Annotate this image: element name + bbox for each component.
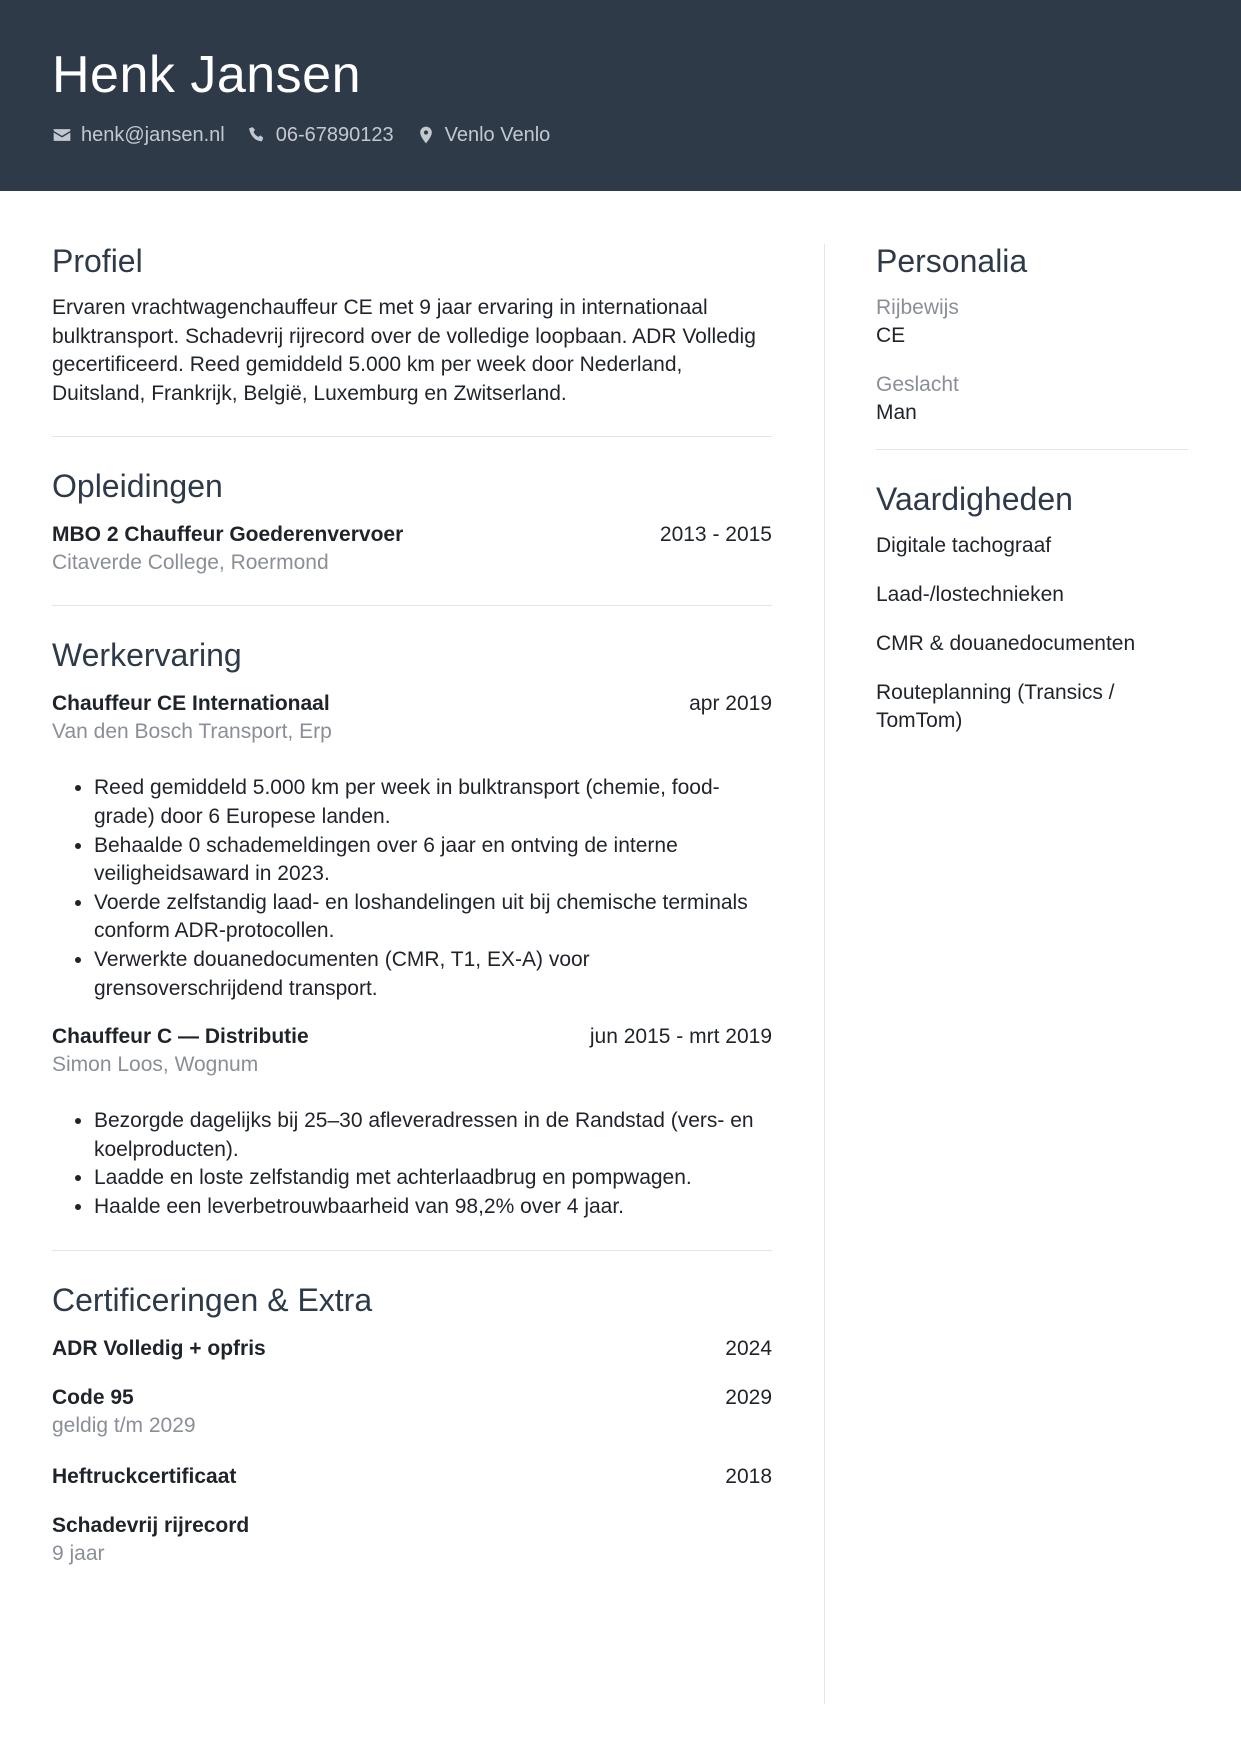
contact-location xyxy=(416,122,551,148)
personal-label: Rijbewijs xyxy=(876,296,959,319)
education-heading: Opleidingen xyxy=(52,468,223,505)
personal-section xyxy=(876,240,1188,450)
certification-title: Schadevrij rijrecord xyxy=(52,1513,250,1537)
job-dates: apr 2019 xyxy=(689,692,772,716)
certification-date: 2024 xyxy=(725,1336,772,1360)
certifications-heading: Certificeringen & Extra xyxy=(52,1281,373,1318)
job-title: Chauffeur C — Distributie xyxy=(52,1025,309,1049)
header xyxy=(0,0,1241,191)
personal-heading: Personalia xyxy=(876,243,1028,279)
certification-note: 9 jaar xyxy=(52,1541,105,1565)
certification-note: geldig t/m 2029 xyxy=(52,1413,196,1437)
education-title: MBO 2 Chauffeur Goederenvervoer xyxy=(52,523,404,547)
phone-icon xyxy=(247,125,267,145)
certification-title: Code 95 xyxy=(52,1385,134,1409)
list-item: • Voerde zelfstandig laad- en loshandelingen uit bij chemische terminals conform ADR-protocollen. xyxy=(94,889,772,946)
certifications-section xyxy=(52,1251,772,1568)
education-entry xyxy=(52,521,772,577)
skill-item: Digitale tachograaf xyxy=(876,534,1052,557)
contact-phone[interactable] xyxy=(247,122,394,148)
experience-section xyxy=(52,606,772,1250)
profile-heading: Profiel xyxy=(52,243,143,279)
main-column xyxy=(52,240,772,1568)
list-item: • Laadde en loste zelfstandig met achterlaadbrug en pompwagen. xyxy=(94,1164,772,1193)
education-dates: 2013 - 2015 xyxy=(659,523,772,547)
job-title: Chauffeur CE Internationaal xyxy=(52,692,330,716)
certification-date: 2018 xyxy=(725,1464,772,1488)
list-item: • Bezorgde dagelijks bij 25–30 afleveradressen in de Randstad (vers- en koelproducten). xyxy=(94,1107,772,1164)
education-school: Citaverde College, Roermond xyxy=(52,551,329,575)
job-bullets xyxy=(52,774,772,1003)
profile-text: Ervaren vrachtwagenchauffeur CE met 9 jaar ervaring in internationaal bulktransport. Schadevrij rijrecord over de volledige loopbaan. ADR Volledig gecertificeerd. Reed gemiddeld 5.000 km per week door Nederland, Duitsland, Frankrijk, België, Luxemburg en Zwitserland. xyxy=(52,296,756,405)
education-section xyxy=(52,437,772,606)
job-bullets xyxy=(52,1107,772,1221)
skills-section xyxy=(876,450,1188,735)
phone-text: 06-67890123 xyxy=(275,124,394,146)
certification-title: ADR Volledig + opfris xyxy=(52,1336,266,1360)
certification-entry xyxy=(52,1463,772,1491)
envelope-icon xyxy=(52,125,72,145)
list-item: • Haalde een leverbetrouwbaarheid van 98,2% over 4 jaar. xyxy=(94,1193,772,1222)
personal-label: Geslacht xyxy=(876,373,959,396)
experience-heading: Werkervaring xyxy=(52,637,242,674)
certification-title: Heftruckcertificaat xyxy=(52,1464,237,1488)
certification-date: 2029 xyxy=(725,1385,772,1409)
job-dates: jun 2015 - mrt 2019 xyxy=(589,1025,772,1049)
certification-entry xyxy=(52,1335,772,1363)
location-text: Venlo Venlo xyxy=(444,124,551,146)
job-company: Van den Bosch Transport, Erp xyxy=(52,720,332,744)
job-company: Simon Loos, Wognum xyxy=(52,1053,259,1077)
certification-entry xyxy=(52,1384,772,1440)
skill-item: CMR & douanedocumenten xyxy=(876,632,1136,655)
candidate-name: Henk Jansen xyxy=(52,46,362,104)
personal-value: Man xyxy=(876,401,917,424)
skill-item: Laad-/lostechnieken xyxy=(876,583,1064,606)
sidebar-column xyxy=(876,240,1188,735)
contact-bar xyxy=(52,122,572,148)
skills-heading: Vaardigheden xyxy=(876,481,1073,517)
experience-entry xyxy=(52,690,772,1003)
contact-email[interactable] xyxy=(52,122,225,148)
skill-item: Routeplanning (Transics / TomTom) xyxy=(876,681,1115,732)
list-item: • Verwerkte douanedocumenten (CMR, T1, EX-A) voor grensoverschrijdend transport. xyxy=(94,946,772,1003)
map-pin-icon xyxy=(416,125,436,145)
certification-entry xyxy=(52,1512,772,1568)
column-divider xyxy=(824,244,825,1704)
list-item: • Behaalde 0 schademeldingen over 6 jaar en ontving de interne veiligheidsaward in 2023. xyxy=(94,832,772,889)
list-item: • Reed gemiddeld 5.000 km per week in bulktransport (chemie, food-grade) door 6 Europese landen. xyxy=(94,774,772,831)
email-text: henk@jansen.nl xyxy=(81,124,225,146)
profile-section xyxy=(52,240,772,437)
experience-entry xyxy=(52,1023,772,1221)
personal-value: CE xyxy=(876,324,906,347)
